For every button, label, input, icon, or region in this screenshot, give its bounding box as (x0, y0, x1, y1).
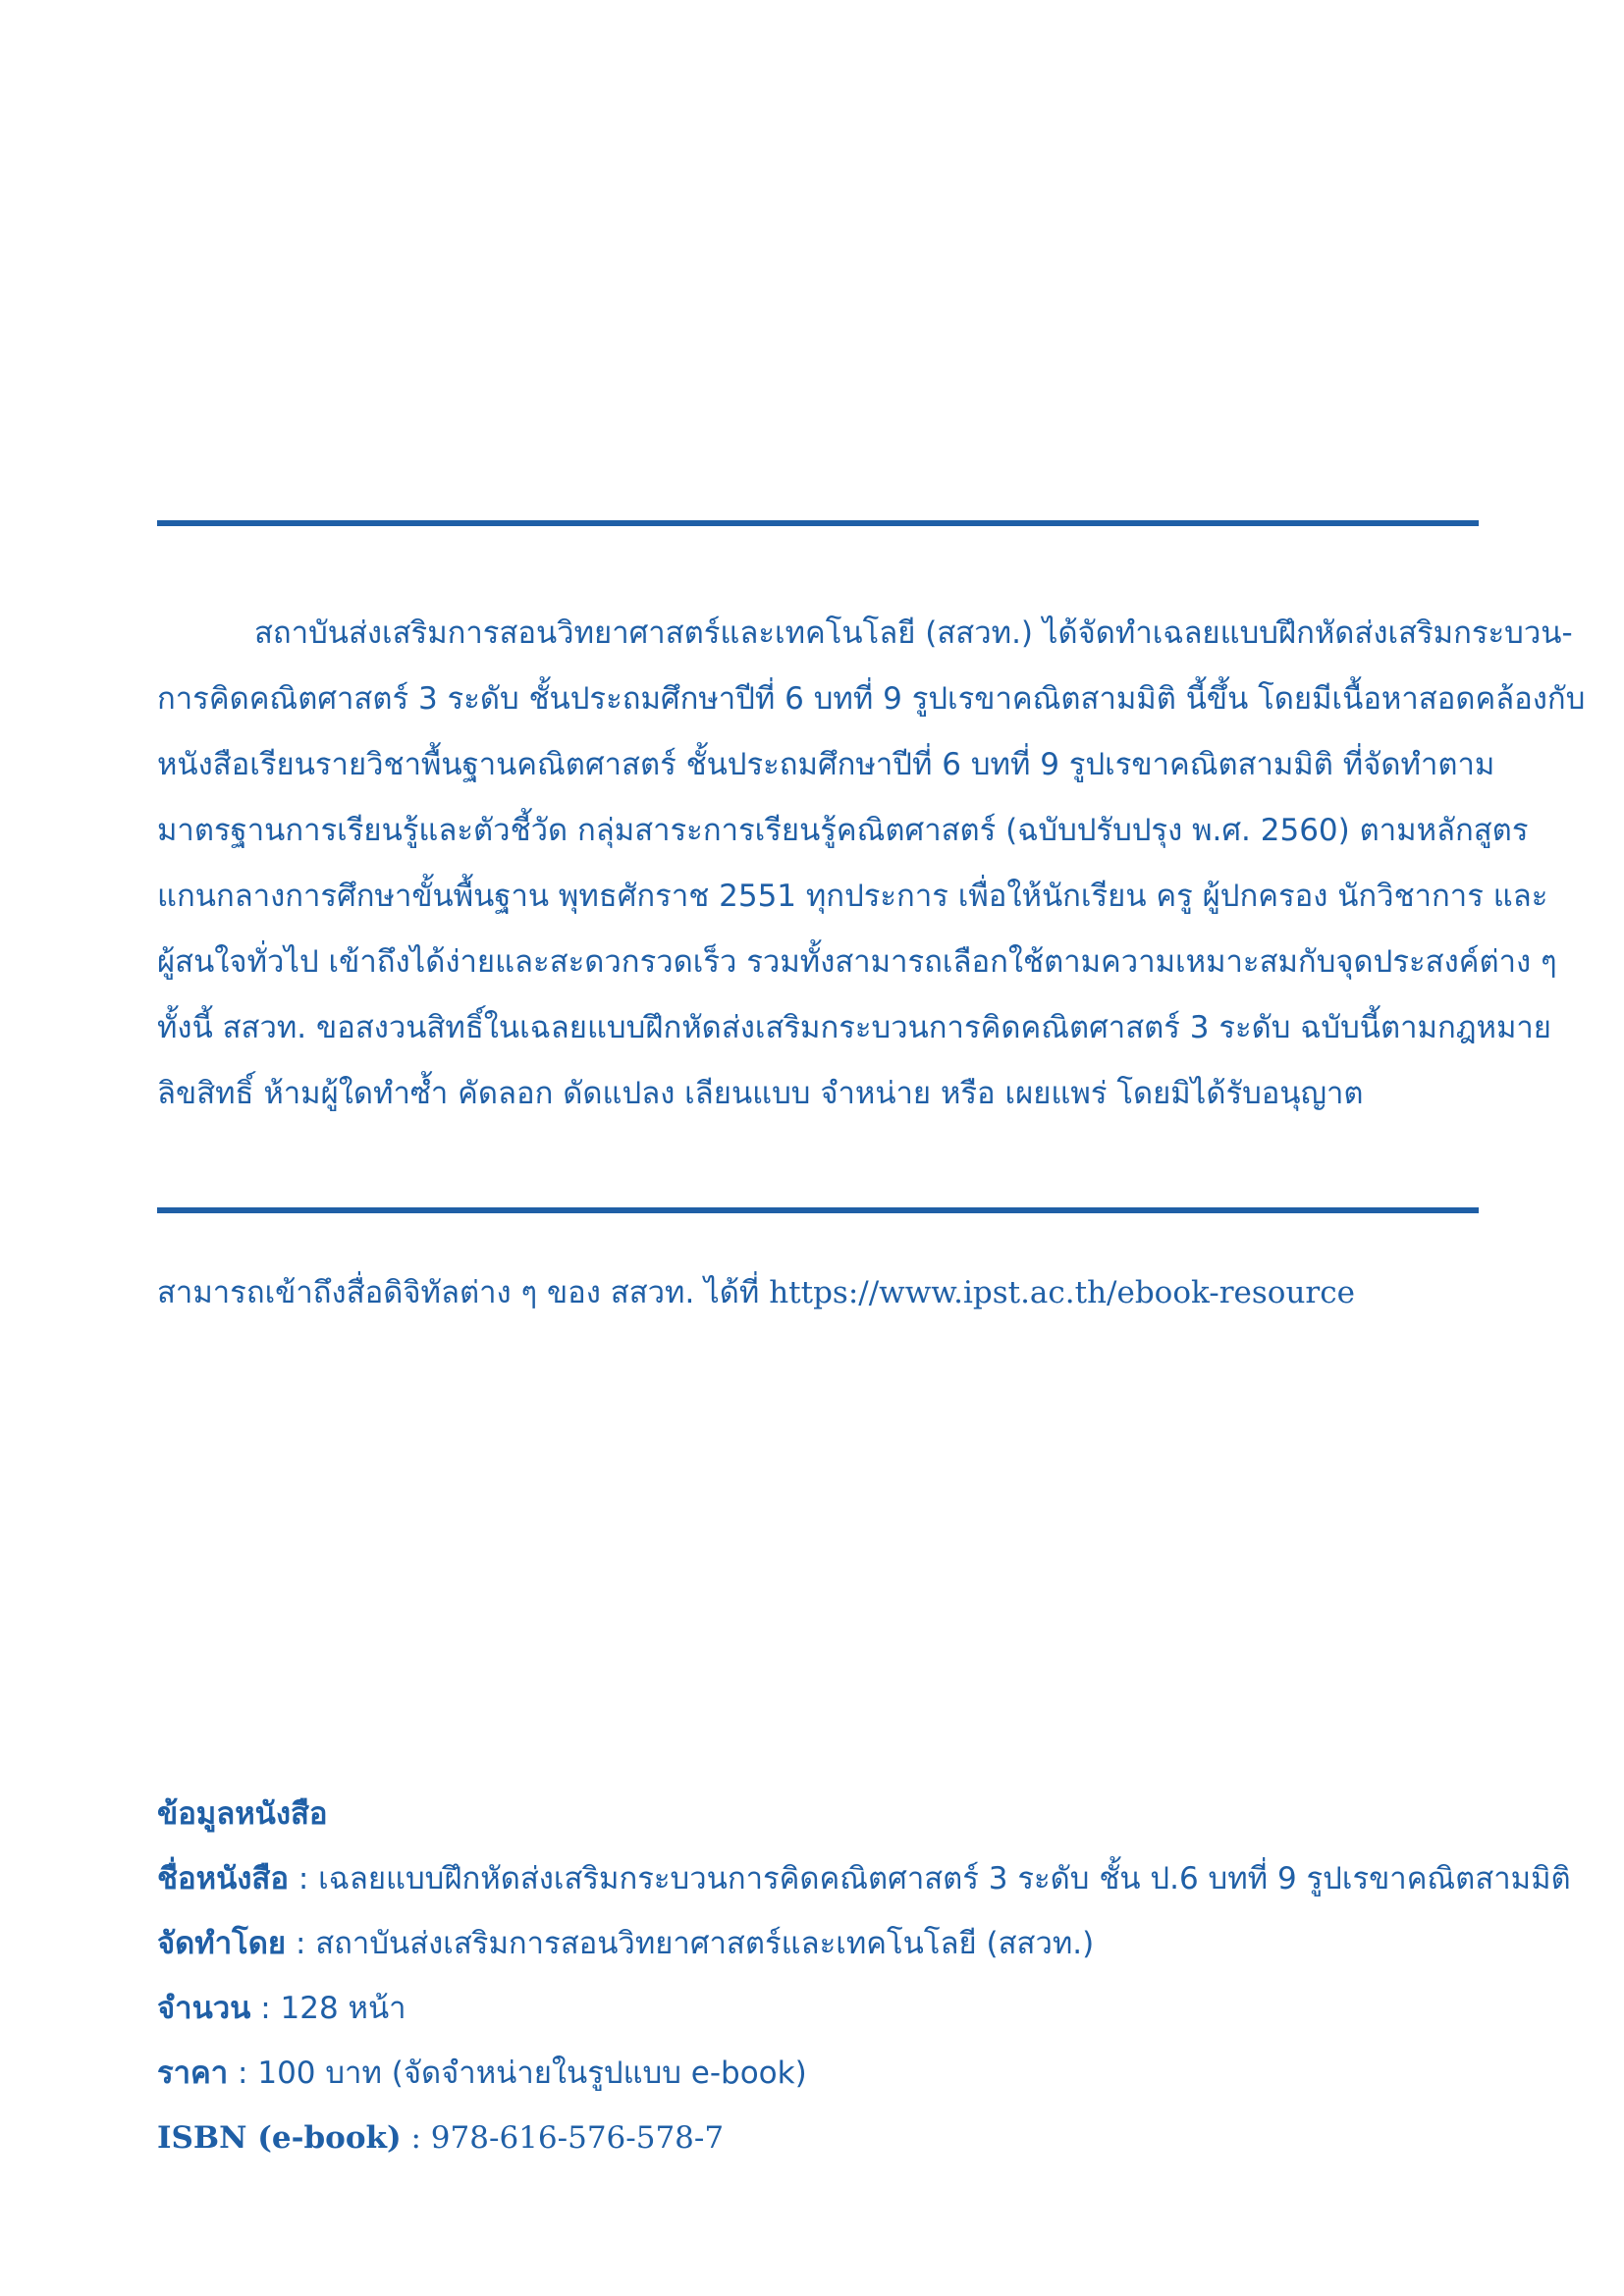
ebook-resource-link[interactable]: https://www.ipst.ac.th/ebook-resource (769, 1275, 1355, 1310)
price-value: : 100 บาท (จัดจำหน่ายในรูปแบบ e-book) (228, 2056, 807, 2091)
page-count-value: : 128 หน้า (250, 1991, 406, 2026)
copyright-notice (157, 601, 1586, 1127)
isbn-value: : 978-616-576-578-7 (401, 2120, 725, 2156)
isbn-row (157, 2113, 1479, 2163)
book-title-row (157, 1854, 1571, 1903)
notice-line-4: มาตรฐานการเรียนรู้และตัวชี้วัด กลุ่มสาระการเรียนรู้คณิตศาสตร์ (ฉบับปรับปรุง พ.ศ. 2560) ตามหลักสูตร (157, 813, 1529, 848)
book-info (157, 1789, 1571, 2178)
notice-line-3: หนังสือเรียนรายวิชาพื้นฐานคณิตศาสตร์ ชั้นประถมศึกษาปีที่ 6 บทที่ 9 รูปเรขาคณิตสามมิติ ที่จัดทำตาม (157, 747, 1495, 782)
price-row (157, 2049, 1479, 2098)
page-count-label: จำนวน (157, 1991, 251, 2026)
notice-line-5: แกนกลางการศึกษาขั้นพื้นฐาน พุทธศักราช 2551 ทุกประการ เพื่อให้นักเรียน ครู ผู้ปกครอง นักวิชาการ และ (157, 879, 1548, 914)
isbn-label: ISBN (e-book) (157, 2120, 402, 2156)
producer-value: : สถาบันส่งเสริมการสอนวิทยาศาสตร์และเทคโนโลยี (สสวท.) (286, 1926, 1095, 1961)
notice-line-8: ลิขสิทธิ์ ห้ามผู้ใดทำซ้ำ คัดลอก ดัดแปลง เลียนแบบ จำหน่าย หรือ เผยแพร่ โดยมิได้รับอนุญาต (157, 1076, 1364, 1111)
access-text: สามารถเข้าถึงสื่อดิจิทัลต่าง ๆ ของ สสวท. ได้ที่ (157, 1275, 770, 1310)
notice-line-2: การคิดคณิตศาสตร์ 3 ระดับ ชั้นประถมศึกษาปีที่ 6 บทที่ 9 รูปเรขาคณิตสามมิติ นี้ขึ้น โดยมีเนื้อหาสอดคล้องกับ (157, 681, 1586, 717)
notice-line-6: ผู้สนใจทั่วไป เข้าถึงได้ง่ายและสะดวกรวดเร็ว รวมทั้งสามารถเลือกใช้ตามความเหมาะสมกับจุดประสงค์ต่าง ๆ (157, 944, 1557, 980)
price-label: ราคา (157, 2056, 229, 2091)
book-info-heading: ข้อมูลหนังสือ (157, 1796, 328, 1832)
producer-row (157, 1919, 1479, 1968)
bottom-divider (157, 1207, 1479, 1213)
producer-label: จัดทำโดย (157, 1926, 287, 1961)
digital-media-access (157, 1273, 1479, 1312)
page-count-row (157, 1984, 1479, 2033)
top-divider (157, 520, 1479, 526)
book-title-label: ชื่อหนังสือ (157, 1861, 289, 1896)
notice-line-7: ทั้งนี้ สสวท. ขอสงวนสิทธิ์ในเฉลยแบบฝึกหัดส่งเสริมกระบวนการคิดคณิตศาสตร์ 3 ระดับ ฉบับนี้ตามกฎหมาย (157, 1010, 1551, 1045)
book-title-value: : เฉลยแบบฝึกหัดส่งเสริมกระบวนการคิดคณิตศาสตร์ 3 ระดับ ชั้น ป.6 บทที่ 9 รูปเรขาคณิตสามมิติ (288, 1861, 1571, 1896)
notice-line-1: สถาบันส่งเสริมการสอนวิทยาศาสตร์และเทคโนโลยี (สสวท.) ได้จัดทำเฉลยแบบฝึกหัดส่งเสริมกระบวน- (254, 615, 1573, 651)
